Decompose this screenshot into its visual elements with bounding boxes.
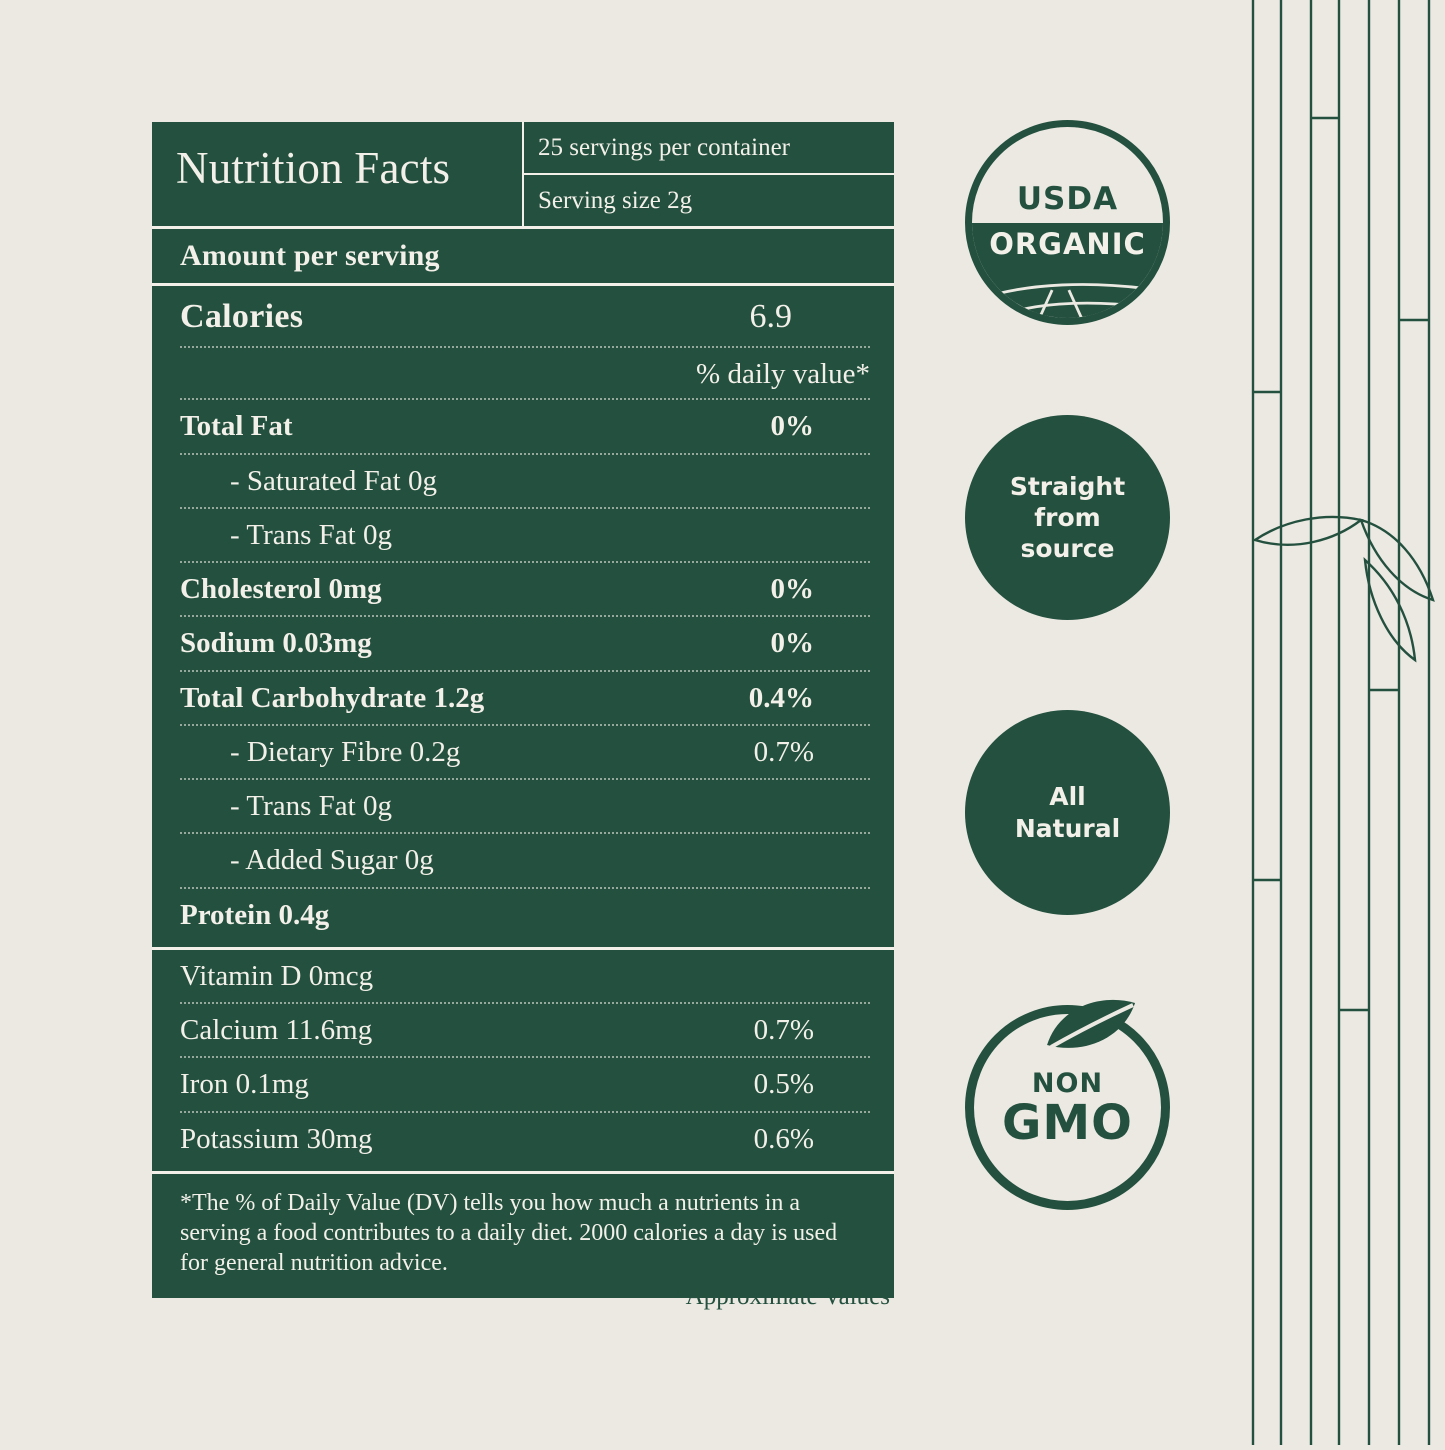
table-row — [180, 617, 870, 671]
table-row — [180, 889, 870, 941]
daily-value-header-row — [180, 348, 870, 400]
badge-usda-organic — [965, 120, 1170, 325]
table-row — [180, 400, 870, 454]
table-row — [180, 455, 870, 509]
table-row — [180, 1058, 870, 1112]
nutrient-value: 0.7% — [753, 735, 814, 768]
table-row — [180, 780, 870, 834]
badge-line-1: NON — [1031, 1068, 1104, 1099]
daily-value-header: % daily value* — [696, 358, 870, 390]
nutrient-label: Protein 0.4g — [180, 898, 330, 931]
approximate-values-note: *Approximate Values — [673, 1283, 890, 1310]
serving-info — [522, 122, 894, 226]
straight-from-source-icon — [965, 415, 1170, 620]
nutrient-label: Cholesterol 0mg — [180, 573, 382, 605]
usda-label: USDA — [1016, 180, 1119, 217]
calories-label: Calories — [180, 297, 304, 335]
nutrient-label: Sodium 0.03mg — [180, 627, 372, 660]
nutrient-label: Iron 0.1mg — [180, 1068, 309, 1101]
badge-line-2: Natural — [1014, 813, 1121, 843]
table-row-calories — [180, 286, 870, 349]
all-natural-icon — [965, 710, 1170, 915]
table-row — [180, 1113, 870, 1165]
table-row — [180, 672, 870, 726]
organic-label: ORGANIC — [972, 223, 1163, 319]
nutrient-value: 0.7% — [753, 1014, 814, 1046]
panel-header — [152, 122, 894, 229]
nutrient-value: 0% — [770, 627, 814, 660]
nutrient-rows — [152, 286, 894, 941]
table-row — [180, 1004, 870, 1058]
nutrient-label: Potassium 30mg — [180, 1122, 373, 1155]
nutrient-label: - Dietary Fibre 0.2g — [230, 735, 461, 768]
certification-badges — [965, 120, 1180, 1300]
nutrient-label: Total Fat — [180, 410, 293, 443]
nutrient-value: 0.6% — [753, 1122, 814, 1155]
badge-line-1: All — [1049, 782, 1086, 812]
badge-all-natural — [965, 710, 1170, 915]
daily-value-footnote: *The % of Daily Value (DV) tells you how much a nutrients in a serving a food contributes to a daily diet. 2000 calories a day is used for general nutrition advice. — [152, 1171, 894, 1298]
bamboo-illustration — [1215, 0, 1445, 1445]
nutrient-value: 0.5% — [753, 1068, 814, 1101]
page-title: Nutrition Facts — [176, 143, 451, 193]
table-row — [180, 726, 870, 780]
badge-line-1: Straight — [1009, 471, 1126, 501]
nutrient-label: Total Carbohydrate 1.2g — [180, 681, 485, 714]
nutrition-facts-panel — [152, 122, 894, 1298]
micronutrient-rows — [152, 950, 894, 1165]
nutrient-label: Vitamin D 0mcg — [180, 959, 374, 992]
table-row — [180, 950, 870, 1004]
nutrient-value: 0% — [770, 573, 814, 605]
table-row — [180, 509, 870, 563]
nutrient-label: - Added Sugar 0g — [230, 844, 434, 877]
nutrient-label: - Saturated Fat 0g — [230, 464, 437, 497]
table-row — [180, 563, 870, 617]
table-row — [180, 834, 870, 888]
badge-line-2: from — [1034, 502, 1101, 532]
usda-organic-icon — [965, 120, 1170, 325]
badge-straight-from-source — [965, 415, 1170, 620]
serving-size: Serving size 2g — [538, 186, 693, 214]
amount-per-serving-label: Amount per serving — [152, 229, 894, 286]
badge-line-2: GMO — [1002, 1095, 1133, 1151]
nutrient-label: - Trans Fat 0g — [230, 790, 392, 822]
badge-line-3: source — [1020, 534, 1115, 564]
badge-non-gmo — [965, 1005, 1170, 1210]
nutrient-label: Calcium 11.6mg — [180, 1014, 373, 1046]
nutrient-value: 0.4% — [748, 681, 814, 714]
servings-per-container: 25 servings per container — [524, 122, 894, 175]
nutrient-label: - Trans Fat 0g — [230, 518, 392, 551]
nutrient-value: 0% — [770, 410, 814, 443]
leaf-icon — [1043, 997, 1139, 1057]
calories-value: 6.9 — [749, 297, 792, 335]
